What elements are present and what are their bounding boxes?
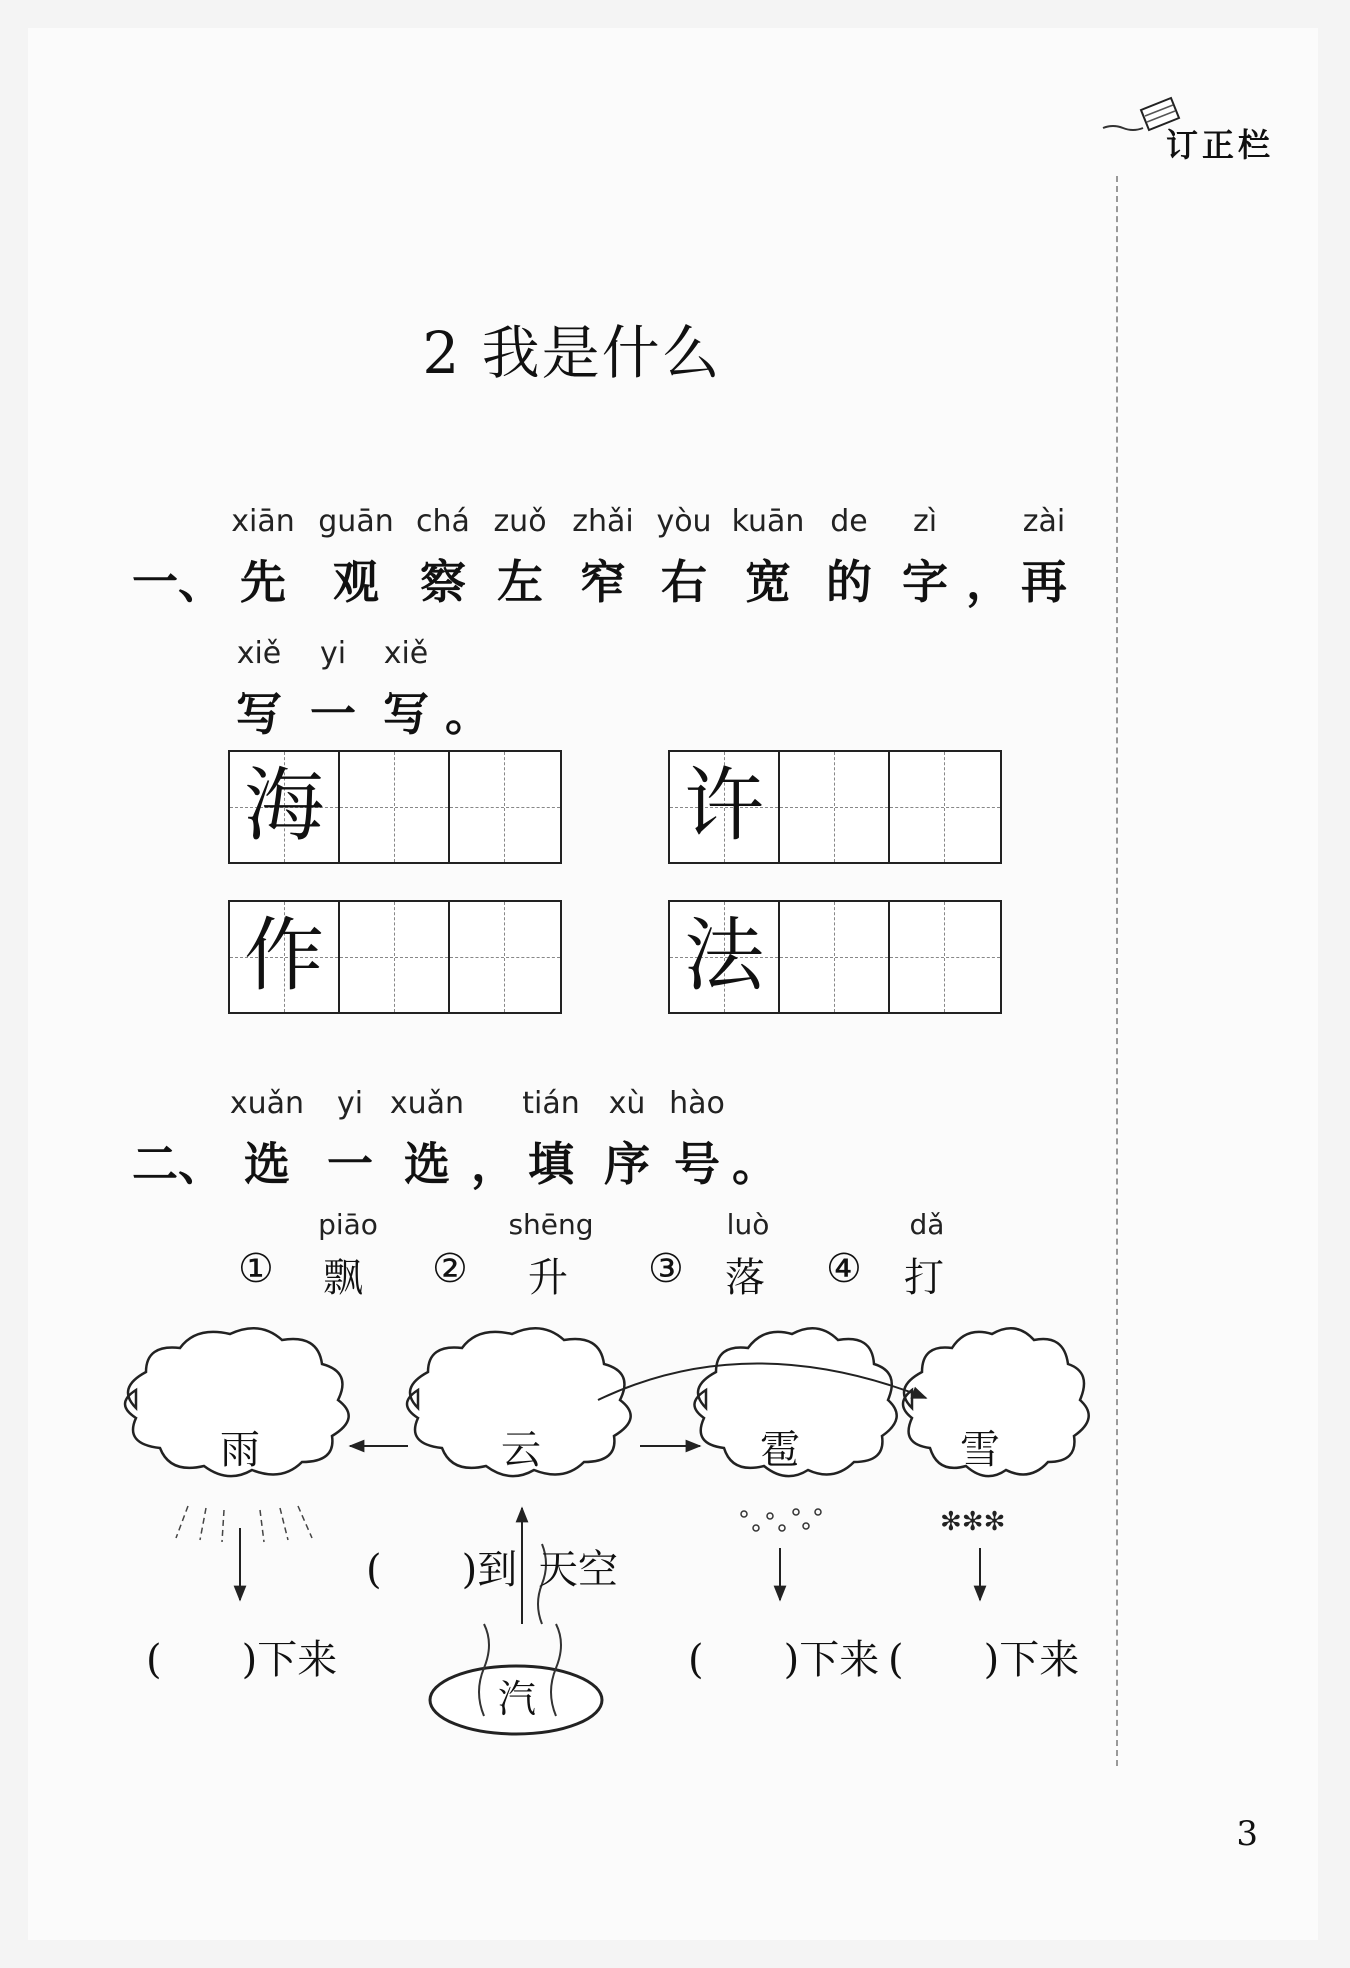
pinyin: xiě bbox=[236, 636, 282, 671]
option-pinyin: dǎ bbox=[909, 1208, 945, 1241]
exercise-number: 二、 bbox=[132, 1137, 224, 1191]
pinyin: yòu bbox=[656, 504, 712, 539]
pinyin: xù bbox=[608, 1086, 646, 1121]
hanzi: 观 bbox=[333, 555, 379, 609]
pinyin: de bbox=[830, 504, 868, 539]
punctuation: 。 bbox=[732, 1137, 778, 1191]
rise-blank[interactable]: ( )到 bbox=[366, 1547, 518, 1593]
exercise-number: 一、 bbox=[132, 555, 224, 609]
pinyin: yi bbox=[336, 1086, 364, 1121]
hanzi: 一 bbox=[310, 687, 356, 741]
hanzi: 一 bbox=[327, 1137, 373, 1191]
pinyin: guān bbox=[318, 504, 394, 539]
option-pinyin: shēng bbox=[508, 1208, 594, 1241]
hanzi: 的 bbox=[826, 555, 872, 609]
model-character: 许 bbox=[684, 759, 764, 852]
pinyin: hào bbox=[669, 1086, 725, 1121]
pinyin: zài bbox=[1022, 504, 1066, 539]
hanzi: 选 bbox=[404, 1137, 450, 1191]
pinyin: kuān bbox=[731, 504, 805, 539]
hanzi: 右 bbox=[661, 555, 707, 609]
option-number: ④ bbox=[826, 1246, 862, 1292]
snowflakes: ✻✻✻ bbox=[940, 1507, 1006, 1537]
punctuation: ， bbox=[471, 1137, 517, 1191]
option-number: ① bbox=[238, 1246, 274, 1292]
punctuation: ， bbox=[966, 555, 1012, 609]
hanzi: 字 bbox=[902, 555, 948, 609]
option-character: 升 bbox=[528, 1255, 568, 1301]
pinyin: zhǎi bbox=[572, 504, 634, 539]
option-number: ② bbox=[432, 1246, 468, 1292]
hail-down-blank[interactable]: ( )下来 bbox=[688, 1637, 880, 1683]
lesson-title: 2 我是什么 bbox=[422, 319, 722, 387]
pinyin: tián bbox=[522, 1086, 580, 1121]
hanzi: 号 bbox=[674, 1137, 720, 1191]
option-character: 飘 bbox=[323, 1255, 363, 1301]
page-number: 3 bbox=[1236, 1814, 1258, 1854]
pinyin: xiān bbox=[231, 504, 295, 539]
model-character: 作 bbox=[244, 909, 324, 1002]
hanzi: 填 bbox=[528, 1137, 574, 1191]
hanzi: 先 bbox=[240, 555, 286, 609]
pinyin: zì bbox=[912, 504, 938, 539]
hanzi: 选 bbox=[244, 1137, 290, 1191]
hanzi: 写 bbox=[236, 687, 282, 741]
option-character: 落 bbox=[725, 1255, 765, 1301]
option-pinyin: piāo bbox=[318, 1208, 378, 1241]
pinyin: xiě bbox=[383, 636, 429, 671]
cloud-label-hail: 雹 bbox=[760, 1427, 800, 1473]
cloud-label-cloud: 云 bbox=[501, 1427, 541, 1473]
steam-label: 汽 bbox=[498, 1677, 537, 1721]
hanzi: 左 bbox=[497, 555, 543, 609]
rain-lines bbox=[176, 1506, 312, 1542]
hail-pellets bbox=[741, 1509, 821, 1531]
hanzi: 写 bbox=[383, 687, 429, 741]
option-character: 打 bbox=[904, 1255, 944, 1301]
hanzi: 窄 bbox=[580, 555, 626, 609]
pinyin: zuǒ bbox=[493, 504, 547, 539]
pinyin: xuǎn bbox=[229, 1086, 305, 1121]
option-number: ③ bbox=[648, 1246, 684, 1292]
cloud-label-snow: 雪 bbox=[960, 1427, 1000, 1473]
model-character: 法 bbox=[684, 909, 764, 1002]
pinyin: yi bbox=[319, 636, 347, 671]
hanzi: 再 bbox=[1021, 555, 1067, 609]
pinyin: xuǎn bbox=[389, 1086, 465, 1121]
correction-column-label: 订正栏 bbox=[1165, 126, 1274, 164]
option-pinyin: luò bbox=[726, 1208, 770, 1241]
model-character: 海 bbox=[244, 759, 324, 852]
snow-down-blank[interactable]: ( )下来 bbox=[888, 1637, 1080, 1683]
cloud-label-rain: 雨 bbox=[220, 1427, 260, 1473]
rain-down-blank[interactable]: ( )下来 bbox=[146, 1637, 338, 1683]
page bbox=[28, 28, 1318, 1940]
hanzi: 察 bbox=[420, 555, 466, 609]
punctuation: 。 bbox=[445, 687, 491, 741]
rise-label: 天空 bbox=[538, 1547, 618, 1593]
pinyin: chá bbox=[416, 504, 470, 539]
hanzi: 序 bbox=[604, 1137, 650, 1191]
hanzi: 宽 bbox=[745, 555, 791, 609]
